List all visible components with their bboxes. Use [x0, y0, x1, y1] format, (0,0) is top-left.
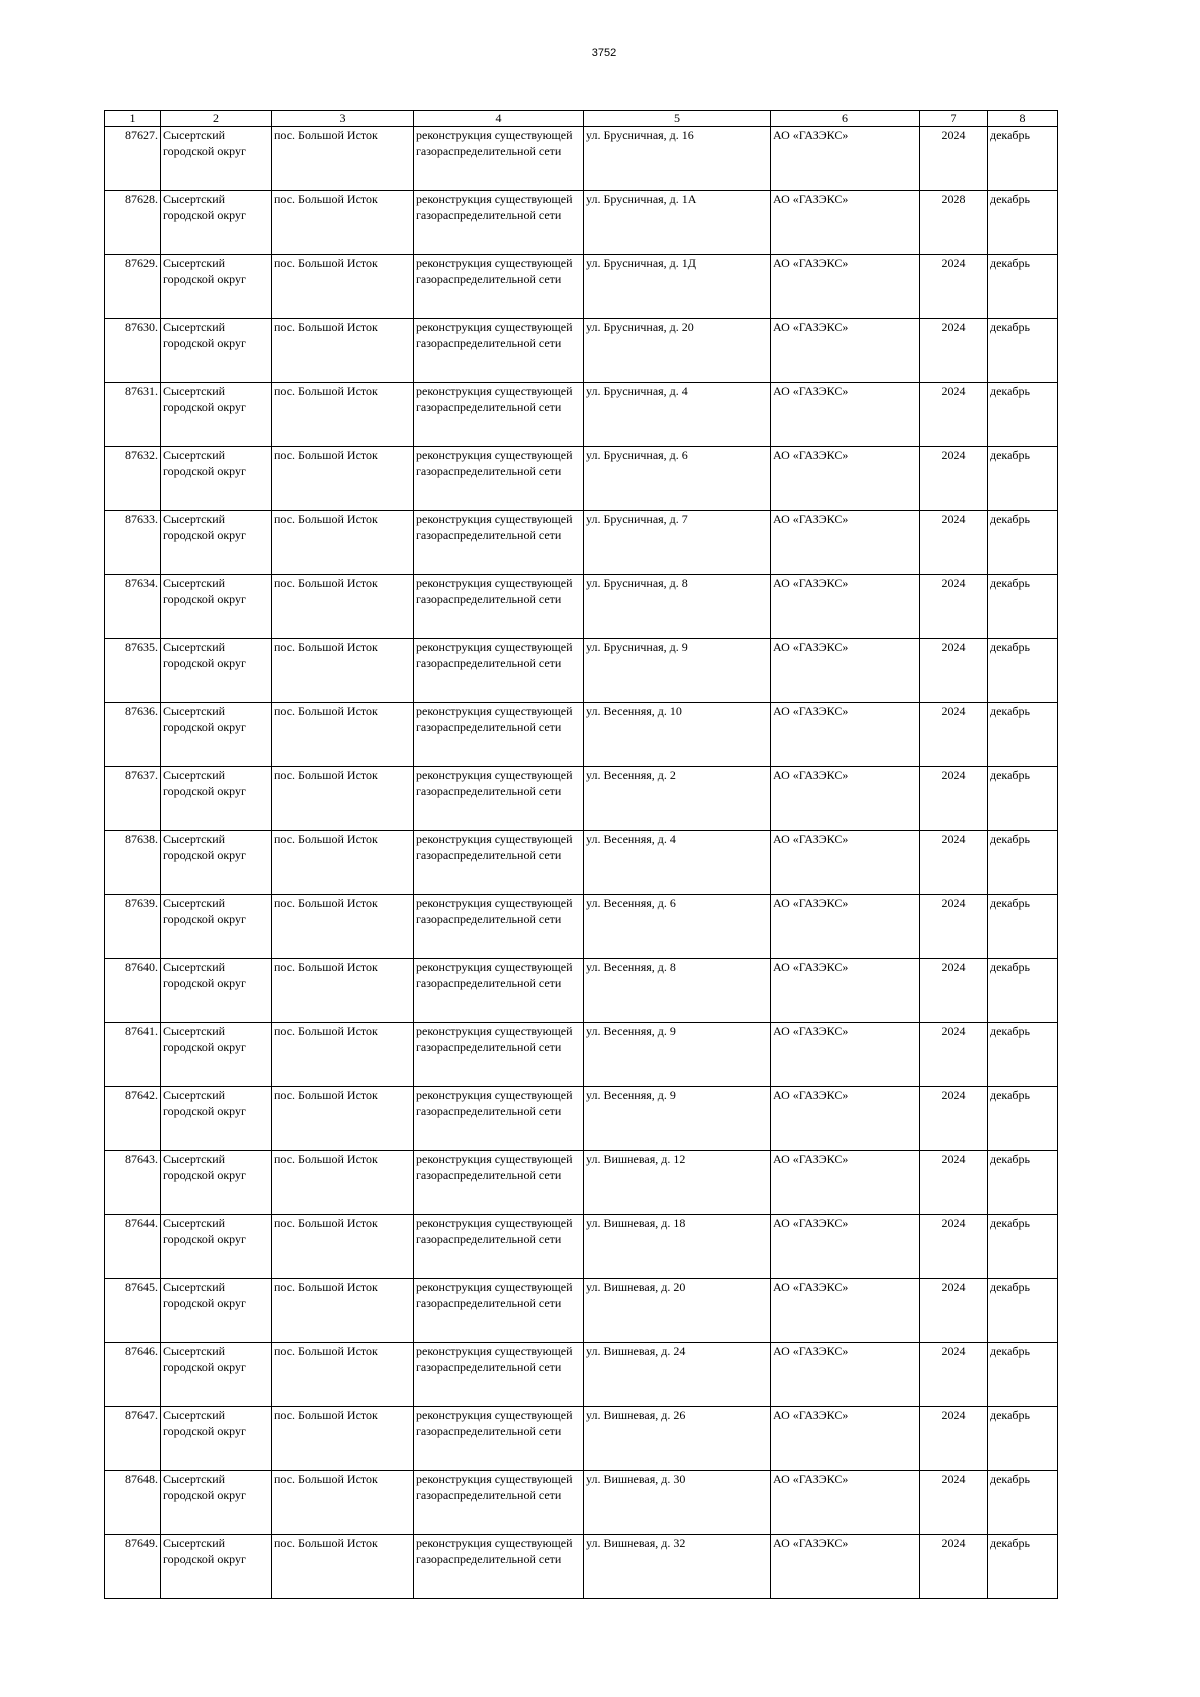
- month-cell: декабрь: [988, 1407, 1058, 1471]
- address-cell: ул. Вишневая, д. 32: [584, 1535, 771, 1599]
- locality-cell: пос. Большой Исток: [272, 383, 414, 447]
- year-cell: 2024: [920, 511, 988, 575]
- organization-cell: АО «ГАЗЭКС»: [771, 575, 920, 639]
- month-cell: декабрь: [988, 383, 1058, 447]
- work-description-cell: реконструкция существующей газораспределительной сети: [414, 191, 584, 255]
- address-cell: ул. Брусничная, д. 16: [584, 127, 771, 191]
- locality-cell: пос. Большой Исток: [272, 127, 414, 191]
- column-number-header: 6: [771, 111, 920, 127]
- district-cell: Сысертский городской округ: [161, 639, 272, 703]
- table-row: [105, 767, 1058, 831]
- locality-cell: пос. Большой Исток: [272, 1279, 414, 1343]
- address-cell: ул. Весенняя, д. 6: [584, 895, 771, 959]
- column-number-header: 4: [414, 111, 584, 127]
- month-cell: декабрь: [988, 127, 1058, 191]
- district-cell: Сысертский городской округ: [161, 703, 272, 767]
- table-row: [105, 319, 1058, 383]
- district-cell: Сысертский городской округ: [161, 895, 272, 959]
- work-description-cell: реконструкция существующей газораспределительной сети: [414, 511, 584, 575]
- work-description-cell: реконструкция существующей газораспределительной сети: [414, 1343, 584, 1407]
- district-cell: Сысертский городской округ: [161, 1471, 272, 1535]
- row-number: 87638.: [105, 831, 161, 895]
- locality-cell: пос. Большой Исток: [272, 1471, 414, 1535]
- year-cell: 2024: [920, 1279, 988, 1343]
- address-cell: ул. Весенняя, д. 9: [584, 1023, 771, 1087]
- district-cell: Сысертский городской округ: [161, 1343, 272, 1407]
- table-row: [105, 511, 1058, 575]
- organization-cell: АО «ГАЗЭКС»: [771, 447, 920, 511]
- district-cell: Сысертский городской округ: [161, 1087, 272, 1151]
- table-row: [105, 703, 1058, 767]
- work-description-cell: реконструкция существующей газораспределительной сети: [414, 703, 584, 767]
- row-number: 87645.: [105, 1279, 161, 1343]
- year-cell: 2024: [920, 383, 988, 447]
- district-cell: Сысертский городской округ: [161, 127, 272, 191]
- work-description-cell: реконструкция существующей газораспределительной сети: [414, 1279, 584, 1343]
- year-cell: 2024: [920, 703, 988, 767]
- row-number: 87643.: [105, 1151, 161, 1215]
- work-description-cell: реконструкция существующей газораспределительной сети: [414, 1471, 584, 1535]
- work-description-cell: реконструкция существующей газораспределительной сети: [414, 1407, 584, 1471]
- month-cell: декабрь: [988, 575, 1058, 639]
- row-number: 87647.: [105, 1407, 161, 1471]
- table-row: [105, 1471, 1058, 1535]
- work-description-cell: реконструкция существующей газораспределительной сети: [414, 447, 584, 511]
- table-row: [105, 1343, 1058, 1407]
- address-cell: ул. Брусничная, д. 1Д: [584, 255, 771, 319]
- row-number: 87629.: [105, 255, 161, 319]
- address-cell: ул. Весенняя, д. 2: [584, 767, 771, 831]
- row-number: 87639.: [105, 895, 161, 959]
- year-cell: 2024: [920, 1471, 988, 1535]
- work-description-cell: реконструкция существующей газораспределительной сети: [414, 255, 584, 319]
- table-row: [105, 959, 1058, 1023]
- address-cell: ул. Брусничная, д. 8: [584, 575, 771, 639]
- locality-cell: пос. Большой Исток: [272, 639, 414, 703]
- year-cell: 2024: [920, 319, 988, 383]
- district-cell: Сысертский городской округ: [161, 319, 272, 383]
- organization-cell: АО «ГАЗЭКС»: [771, 1535, 920, 1599]
- month-cell: декабрь: [988, 1343, 1058, 1407]
- column-number-header: 3: [272, 111, 414, 127]
- organization-cell: АО «ГАЗЭКС»: [771, 319, 920, 383]
- year-cell: 2024: [920, 959, 988, 1023]
- district-cell: Сысертский городской округ: [161, 447, 272, 511]
- organization-cell: АО «ГАЗЭКС»: [771, 1343, 920, 1407]
- registry-table: [104, 110, 1058, 1599]
- address-cell: ул. Брусничная, д. 7: [584, 511, 771, 575]
- column-number-header: 1: [105, 111, 161, 127]
- row-number: 87627.: [105, 127, 161, 191]
- organization-cell: АО «ГАЗЭКС»: [771, 1151, 920, 1215]
- work-description-cell: реконструкция существующей газораспределительной сети: [414, 895, 584, 959]
- locality-cell: пос. Большой Исток: [272, 1407, 414, 1471]
- table-row: [105, 895, 1058, 959]
- address-cell: ул. Вишневая, д. 24: [584, 1343, 771, 1407]
- table-row: [105, 191, 1058, 255]
- address-cell: ул. Вишневая, д. 26: [584, 1407, 771, 1471]
- table-row: [105, 255, 1058, 319]
- district-cell: Сысертский городской округ: [161, 255, 272, 319]
- table-body: [105, 127, 1058, 1599]
- locality-cell: пос. Большой Исток: [272, 511, 414, 575]
- row-number: 87642.: [105, 1087, 161, 1151]
- table-row: [105, 1151, 1058, 1215]
- district-cell: Сысертский городской округ: [161, 831, 272, 895]
- month-cell: декабрь: [988, 1471, 1058, 1535]
- row-number: 87649.: [105, 1535, 161, 1599]
- table-row: [105, 1279, 1058, 1343]
- month-cell: декабрь: [988, 959, 1058, 1023]
- district-cell: Сысертский городской округ: [161, 767, 272, 831]
- address-cell: ул. Брусничная, д. 1А: [584, 191, 771, 255]
- locality-cell: пос. Большой Исток: [272, 1535, 414, 1599]
- table-row: [105, 575, 1058, 639]
- row-number: 87644.: [105, 1215, 161, 1279]
- month-cell: декабрь: [988, 895, 1058, 959]
- work-description-cell: реконструкция существующей газораспределительной сети: [414, 639, 584, 703]
- year-cell: 2028: [920, 191, 988, 255]
- year-cell: 2024: [920, 1023, 988, 1087]
- locality-cell: пос. Большой Исток: [272, 191, 414, 255]
- locality-cell: пос. Большой Исток: [272, 1023, 414, 1087]
- month-cell: декабрь: [988, 831, 1058, 895]
- month-cell: декабрь: [988, 191, 1058, 255]
- work-description-cell: реконструкция существующей газораспределительной сети: [414, 127, 584, 191]
- organization-cell: АО «ГАЗЭКС»: [771, 1215, 920, 1279]
- row-number: 87641.: [105, 1023, 161, 1087]
- work-description-cell: реконструкция существующей газораспределительной сети: [414, 1215, 584, 1279]
- table-row: [105, 1535, 1058, 1599]
- table-row: [105, 127, 1058, 191]
- work-description-cell: реконструкция существующей газораспределительной сети: [414, 319, 584, 383]
- district-cell: Сысертский городской округ: [161, 191, 272, 255]
- work-description-cell: реконструкция существующей газораспределительной сети: [414, 1087, 584, 1151]
- month-cell: декабрь: [988, 1087, 1058, 1151]
- year-cell: 2024: [920, 1151, 988, 1215]
- year-cell: 2024: [920, 1343, 988, 1407]
- locality-cell: пос. Большой Исток: [272, 1087, 414, 1151]
- work-description-cell: реконструкция существующей газораспределительной сети: [414, 831, 584, 895]
- row-number: 87633.: [105, 511, 161, 575]
- organization-cell: АО «ГАЗЭКС»: [771, 511, 920, 575]
- organization-cell: АО «ГАЗЭКС»: [771, 1087, 920, 1151]
- locality-cell: пос. Большой Исток: [272, 959, 414, 1023]
- locality-cell: пос. Большой Исток: [272, 447, 414, 511]
- column-number-row: [105, 111, 1058, 127]
- organization-cell: АО «ГАЗЭКС»: [771, 191, 920, 255]
- work-description-cell: реконструкция существующей газораспределительной сети: [414, 575, 584, 639]
- work-description-cell: реконструкция существующей газораспределительной сети: [414, 1023, 584, 1087]
- row-number: 87634.: [105, 575, 161, 639]
- month-cell: декабрь: [988, 447, 1058, 511]
- month-cell: декабрь: [988, 1535, 1058, 1599]
- district-cell: Сысертский городской округ: [161, 1023, 272, 1087]
- organization-cell: АО «ГАЗЭКС»: [771, 127, 920, 191]
- year-cell: 2024: [920, 575, 988, 639]
- year-cell: 2024: [920, 895, 988, 959]
- locality-cell: пос. Большой Исток: [272, 575, 414, 639]
- district-cell: Сысертский городской округ: [161, 1279, 272, 1343]
- locality-cell: пос. Большой Исток: [272, 1215, 414, 1279]
- organization-cell: АО «ГАЗЭКС»: [771, 831, 920, 895]
- column-number-header: 2: [161, 111, 272, 127]
- locality-cell: пос. Большой Исток: [272, 895, 414, 959]
- year-cell: 2024: [920, 1407, 988, 1471]
- organization-cell: АО «ГАЗЭКС»: [771, 1471, 920, 1535]
- address-cell: ул. Весенняя, д. 4: [584, 831, 771, 895]
- column-number-header: 8: [988, 111, 1058, 127]
- month-cell: декабрь: [988, 1151, 1058, 1215]
- work-description-cell: реконструкция существующей газораспределительной сети: [414, 1151, 584, 1215]
- organization-cell: АО «ГАЗЭКС»: [771, 1023, 920, 1087]
- row-number: 87635.: [105, 639, 161, 703]
- table-row: [105, 831, 1058, 895]
- district-cell: Сысертский городской округ: [161, 1407, 272, 1471]
- address-cell: ул. Вишневая, д. 30: [584, 1471, 771, 1535]
- district-cell: Сысертский городской округ: [161, 575, 272, 639]
- locality-cell: пос. Большой Исток: [272, 319, 414, 383]
- table-row: [105, 1023, 1058, 1087]
- work-description-cell: реконструкция существующей газораспределительной сети: [414, 959, 584, 1023]
- month-cell: декабрь: [988, 639, 1058, 703]
- address-cell: ул. Вишневая, д. 12: [584, 1151, 771, 1215]
- address-cell: ул. Брусничная, д. 20: [584, 319, 771, 383]
- work-description-cell: реконструкция существующей газораспределительной сети: [414, 383, 584, 447]
- row-number: 87632.: [105, 447, 161, 511]
- address-cell: ул. Вишневая, д. 20: [584, 1279, 771, 1343]
- organization-cell: АО «ГАЗЭКС»: [771, 1279, 920, 1343]
- table-row: [105, 1215, 1058, 1279]
- district-cell: Сысертский городской округ: [161, 1151, 272, 1215]
- district-cell: Сысертский городской округ: [161, 383, 272, 447]
- year-cell: 2024: [920, 831, 988, 895]
- month-cell: декабрь: [988, 1279, 1058, 1343]
- address-cell: ул. Брусничная, д. 9: [584, 639, 771, 703]
- organization-cell: АО «ГАЗЭКС»: [771, 959, 920, 1023]
- month-cell: декабрь: [988, 255, 1058, 319]
- locality-cell: пос. Большой Исток: [272, 1151, 414, 1215]
- locality-cell: пос. Большой Исток: [272, 831, 414, 895]
- organization-cell: АО «ГАЗЭКС»: [771, 703, 920, 767]
- row-number: 87636.: [105, 703, 161, 767]
- organization-cell: АО «ГАЗЭКС»: [771, 895, 920, 959]
- row-number: 87631.: [105, 383, 161, 447]
- locality-cell: пос. Большой Исток: [272, 703, 414, 767]
- year-cell: 2024: [920, 447, 988, 511]
- district-cell: Сысертский городской округ: [161, 511, 272, 575]
- month-cell: декабрь: [988, 1023, 1058, 1087]
- month-cell: декабрь: [988, 1215, 1058, 1279]
- year-cell: 2024: [920, 767, 988, 831]
- organization-cell: АО «ГАЗЭКС»: [771, 1407, 920, 1471]
- district-cell: Сысертский городской округ: [161, 1215, 272, 1279]
- address-cell: ул. Весенняя, д. 10: [584, 703, 771, 767]
- table-row: [105, 639, 1058, 703]
- table-row: [105, 1087, 1058, 1151]
- table-row: [105, 1407, 1058, 1471]
- month-cell: декабрь: [988, 511, 1058, 575]
- row-number: 87637.: [105, 767, 161, 831]
- year-cell: 2024: [920, 639, 988, 703]
- year-cell: 2024: [920, 127, 988, 191]
- organization-cell: АО «ГАЗЭКС»: [771, 767, 920, 831]
- organization-cell: АО «ГАЗЭКС»: [771, 255, 920, 319]
- address-cell: ул. Вишневая, д. 18: [584, 1215, 771, 1279]
- year-cell: 2024: [920, 255, 988, 319]
- month-cell: декабрь: [988, 319, 1058, 383]
- row-number: 87640.: [105, 959, 161, 1023]
- year-cell: 2024: [920, 1087, 988, 1151]
- row-number: 87628.: [105, 191, 161, 255]
- locality-cell: пос. Большой Исток: [272, 1343, 414, 1407]
- month-cell: декабрь: [988, 703, 1058, 767]
- locality-cell: пос. Большой Исток: [272, 767, 414, 831]
- organization-cell: АО «ГАЗЭКС»: [771, 639, 920, 703]
- table-row: [105, 383, 1058, 447]
- column-number-header: 7: [920, 111, 988, 127]
- organization-cell: АО «ГАЗЭКС»: [771, 383, 920, 447]
- district-cell: Сысертский городской округ: [161, 959, 272, 1023]
- district-cell: Сысертский городской округ: [161, 1535, 272, 1599]
- address-cell: ул. Брусничная, д. 6: [584, 447, 771, 511]
- address-cell: ул. Весенняя, д. 8: [584, 959, 771, 1023]
- page-number: 3752: [591, 47, 617, 59]
- work-description-cell: реконструкция существующей газораспределительной сети: [414, 1535, 584, 1599]
- table-row: [105, 447, 1058, 511]
- work-description-cell: реконструкция существующей газораспределительной сети: [414, 767, 584, 831]
- year-cell: 2024: [920, 1215, 988, 1279]
- row-number: 87630.: [105, 319, 161, 383]
- row-number: 87648.: [105, 1471, 161, 1535]
- address-cell: ул. Весенняя, д. 9: [584, 1087, 771, 1151]
- locality-cell: пос. Большой Исток: [272, 255, 414, 319]
- year-cell: 2024: [920, 1535, 988, 1599]
- column-number-header: 5: [584, 111, 771, 127]
- month-cell: декабрь: [988, 767, 1058, 831]
- address-cell: ул. Брусничная, д. 4: [584, 383, 771, 447]
- row-number: 87646.: [105, 1343, 161, 1407]
